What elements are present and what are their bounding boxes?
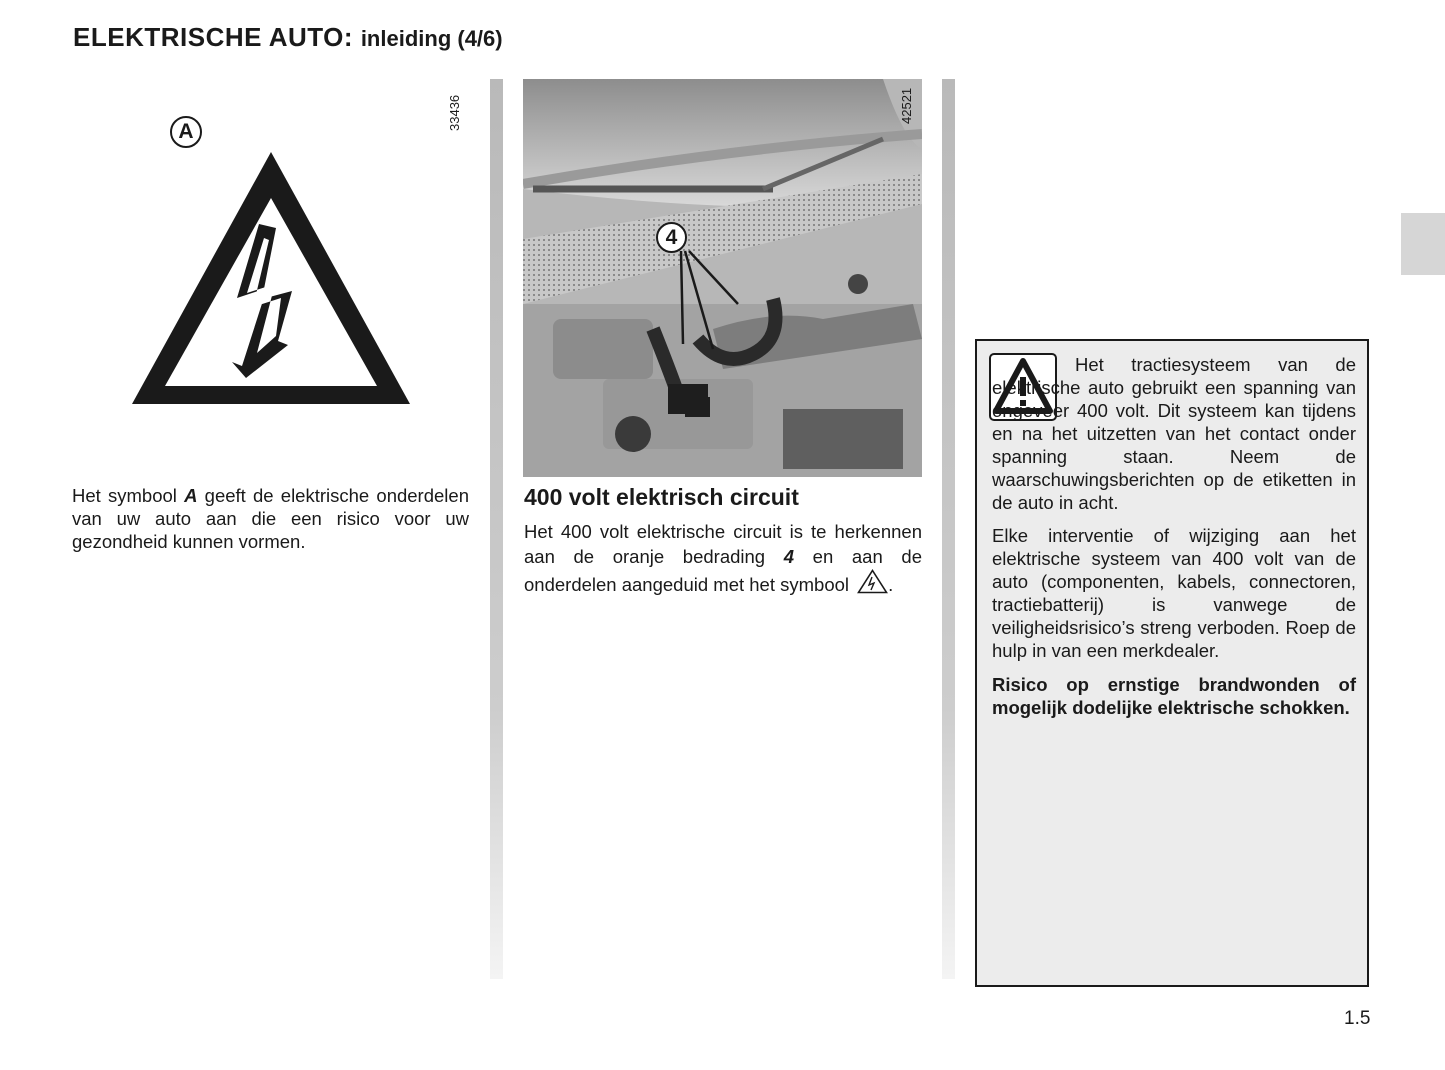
symbol-description-start: Het symbool	[72, 485, 185, 506]
figure-code-middle: 42521	[899, 87, 914, 124]
circuit-description-start: Het 400 volt elektrische circuit is te herkennen aan de oranje bedrading	[524, 521, 922, 567]
engine-bay-photo	[523, 79, 922, 477]
wiring-reference: 4	[783, 545, 795, 567]
page-title	[73, 22, 503, 53]
high-voltage-symbol-icon	[857, 569, 888, 594]
circuit-description-end: en aan de onderdelen aangeduid met het symbool	[524, 545, 922, 595]
section-heading: 400 volt elektrisch circuit	[524, 484, 799, 510]
symbol-description	[72, 484, 469, 553]
warning-paragraph-intervention: Elke interventie of wijziging aan het elektrische systeem van 400 volt van de auto (componenten, kabels, connectoren, tractiebatterij) is vanwege de veiligheidsrisico’s streng verboden. Roep de hulp in van een merkdealer.	[992, 525, 1356, 661]
figure-code-left: 33436	[447, 94, 462, 131]
page-title-main: ELEKTRISCHE AUTO:	[73, 22, 354, 52]
symbol-label-a: A	[170, 116, 202, 148]
page-number: 1.5	[1344, 1008, 1371, 1029]
warning-paragraph-risk: Risico op ernstige brandwonden of mogelijk dodelijke elektrische schokken.	[992, 674, 1356, 718]
symbol-reference: A	[184, 485, 198, 506]
circuit-description-period: .	[888, 574, 894, 595]
warning-paragraph-voltage: Het tractiesysteem van de elektrische auto gebruikt een spanning van ongeveer 400 volt. Dit systeem kan tijdens en na het uitzetten van het contact onder spanning staan. Neem de waarschuwingsberichten op de etiketten in de auto in acht.	[992, 354, 1356, 513]
circuit-description	[524, 520, 922, 598]
page-title-sub: inleiding (4/6)	[360, 26, 503, 51]
chapter-tab-marker	[1401, 213, 1445, 275]
column-divider-right	[942, 79, 955, 979]
symbol-description-end: geeft de elektrische onderdelen van uw auto aan die een risico voor uw gezondheid kunnen vormen.	[72, 485, 469, 552]
column-divider-left	[490, 79, 503, 979]
high-voltage-warning-icon	[128, 148, 414, 410]
callout-4: 4	[656, 222, 687, 253]
